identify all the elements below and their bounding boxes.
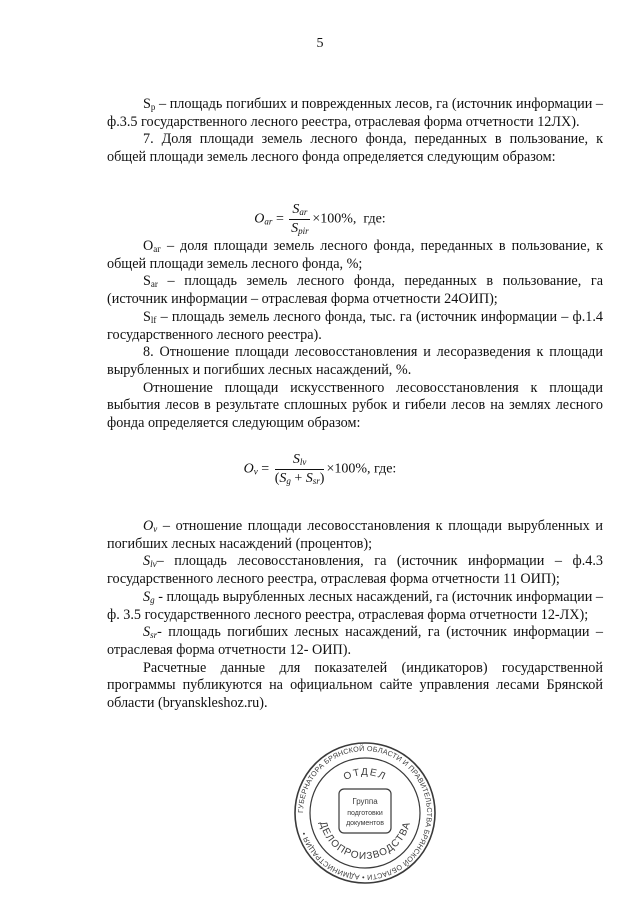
sym-sg-s: S	[143, 588, 151, 605]
num-sub-ar: ar	[299, 207, 308, 217]
sar-definition	[107, 273, 603, 308]
den2-s-g: S	[279, 471, 287, 486]
formula-times-100: ×100%,	[312, 211, 357, 227]
fraction2-denominator	[275, 470, 325, 487]
den2-rparen: )	[319, 471, 325, 486]
num2-sub-lv: lv	[299, 457, 307, 467]
den2-sub-g: g	[286, 476, 291, 486]
closing-paragraph: Расчетные данные для показателей (индикаторов) государственной программы публикуются на официальном сайте управления лесами Брянской области (bryanskleshoz.ru).	[107, 659, 603, 712]
text-block-bottom	[107, 518, 603, 713]
sym-ov-sub: v	[153, 524, 158, 534]
ssr-definition	[107, 624, 603, 659]
formula2-equals: =	[261, 461, 270, 477]
den-sub-pir: pir	[298, 226, 309, 236]
slv-definition-text: – площадь лесовосстановления, га (источник информации – ф.4.3 государственного лесного реестра, отраслевая форма отчетности 11 ОИП);	[107, 553, 603, 588]
den-s: S	[291, 221, 299, 236]
sym-ov-o: O	[143, 518, 154, 534]
stamp-ring-text: ГУБЕРНАТОРА БРЯНСКОЙ ОБЛАСТИ И ПРАВИТЕЛЬСТВА БРЯНСКОЙ ОБЛАСТИ • АДМИНИСТРАЦИЯ •	[295, 743, 435, 883]
symbol-sub-ar-cyr: аг	[153, 244, 161, 254]
formula-share	[0, 202, 640, 237]
formula2-sub-v: v	[253, 466, 258, 477]
fraction-denominator	[289, 220, 310, 237]
oar-definition	[107, 238, 603, 273]
slv-definition	[107, 553, 603, 588]
num2-s: S	[292, 452, 300, 467]
den2-sub-sr: sr	[312, 476, 320, 486]
fraction-numerator	[289, 202, 310, 220]
num-s: S	[292, 202, 300, 217]
page-number: 5	[316, 36, 324, 51]
formula-fraction	[289, 202, 310, 237]
stamp-center-line-2: подготовки	[347, 810, 383, 817]
fraction2-numerator	[275, 452, 325, 470]
formula-where: где:	[363, 211, 386, 227]
formula-ratio	[0, 452, 640, 487]
den2-lparen: (	[274, 471, 280, 486]
text-block-top	[107, 96, 603, 167]
den2-s-sr: S	[305, 471, 313, 486]
stamp-top-word: ОТДЕЛ	[342, 766, 389, 783]
symbol-sub-p: р	[150, 102, 156, 112]
item-8: 8. Отношение площади лесовосстановления и лесоразведения к площади вырубленных и погибших лесных насаждений, %.	[107, 344, 603, 378]
slf-definition	[107, 309, 603, 344]
den2-plus: +	[294, 471, 303, 486]
sar-definition-text: – площадь земель лесного фонда, переданных в пользование, га (источник информации – отраслевая форма отчетности 24ОИП);	[107, 273, 604, 308]
stamp-bottom-word: ДЕЛОПРОИЗВОДСТВА	[316, 820, 414, 863]
slf-definition-text: – площадь земель лесного фонда, тыс. га (источник информации – ф.1.4 государственного лесного реестра).	[107, 308, 603, 343]
stamp-center-line-3: документов	[346, 820, 384, 827]
sp-definition	[107, 96, 603, 131]
ov-definition	[107, 518, 603, 553]
sym-sg-sub: g	[150, 594, 155, 605]
sg-definition-text: - площадь вырубленных лесных насаждений, га (источник информации – ф. 3.5 государственного лесного реестра, отраслевая форма отчетности 12-ЛХ);	[107, 588, 603, 623]
symbol-s-ar: S	[143, 273, 151, 290]
formula-o: O	[254, 211, 265, 227]
symbol-sub-lf: lf	[150, 314, 157, 325]
formula2-o: O	[243, 461, 254, 477]
symbol-s: S	[143, 96, 151, 112]
symbol-sub-ar: ar	[150, 279, 158, 290]
ssr-definition-text: - площадь погибших лесных насаждений, га (источник информации – отраслевая форма отчетности 12- ОИП).	[107, 624, 603, 658]
sym-slv-sub: lv	[150, 559, 157, 570]
sym-slv-s: S	[143, 553, 151, 570]
item-7: 7. Доля площади земель лесного фонда, переданных в пользование, к общей площади земель лесного фонда определяется следующим образом:	[107, 131, 603, 166]
sp-definition-text: – площадь погибших и поврежденных лесов, га (источник информации – ф.3.5 государственного лесного реестра, отраслевая форма отчетности 12ЛХ).	[107, 96, 604, 130]
formula2-where: , где:	[367, 461, 397, 477]
sym-ssr-sub: sr	[150, 630, 158, 641]
ov-intro: Отношение площади искусственного лесовосстановления к площади выбытия лесов в результате сплошных рубок и гибели лесов на землях лесного фонда определяется следующим образом:	[107, 379, 603, 432]
text-block-middle	[107, 238, 603, 433]
ov-definition-text: – отношение площади лесовосстановления к площади вырубленных и погибших лесных насаждений (процентов);	[107, 518, 603, 552]
formula2-fraction	[275, 452, 325, 487]
formula-sub-ar: ar	[264, 216, 273, 227]
oar-definition-text: – доля площади земель лесного фонда, переданных в пользование, к общей площади земель лесного фонда, %;	[107, 238, 604, 272]
symbol-s-lf: S	[143, 308, 151, 325]
symbol-o-cyr: О	[143, 238, 154, 254]
stamp-center-line-1: Группа	[352, 797, 378, 806]
sg-definition	[107, 589, 603, 624]
department-stamp	[293, 741, 437, 885]
formula2-times-100: ×100%	[326, 461, 368, 477]
formula-equals: =	[275, 211, 284, 227]
sym-ssr-s: S	[143, 624, 151, 641]
